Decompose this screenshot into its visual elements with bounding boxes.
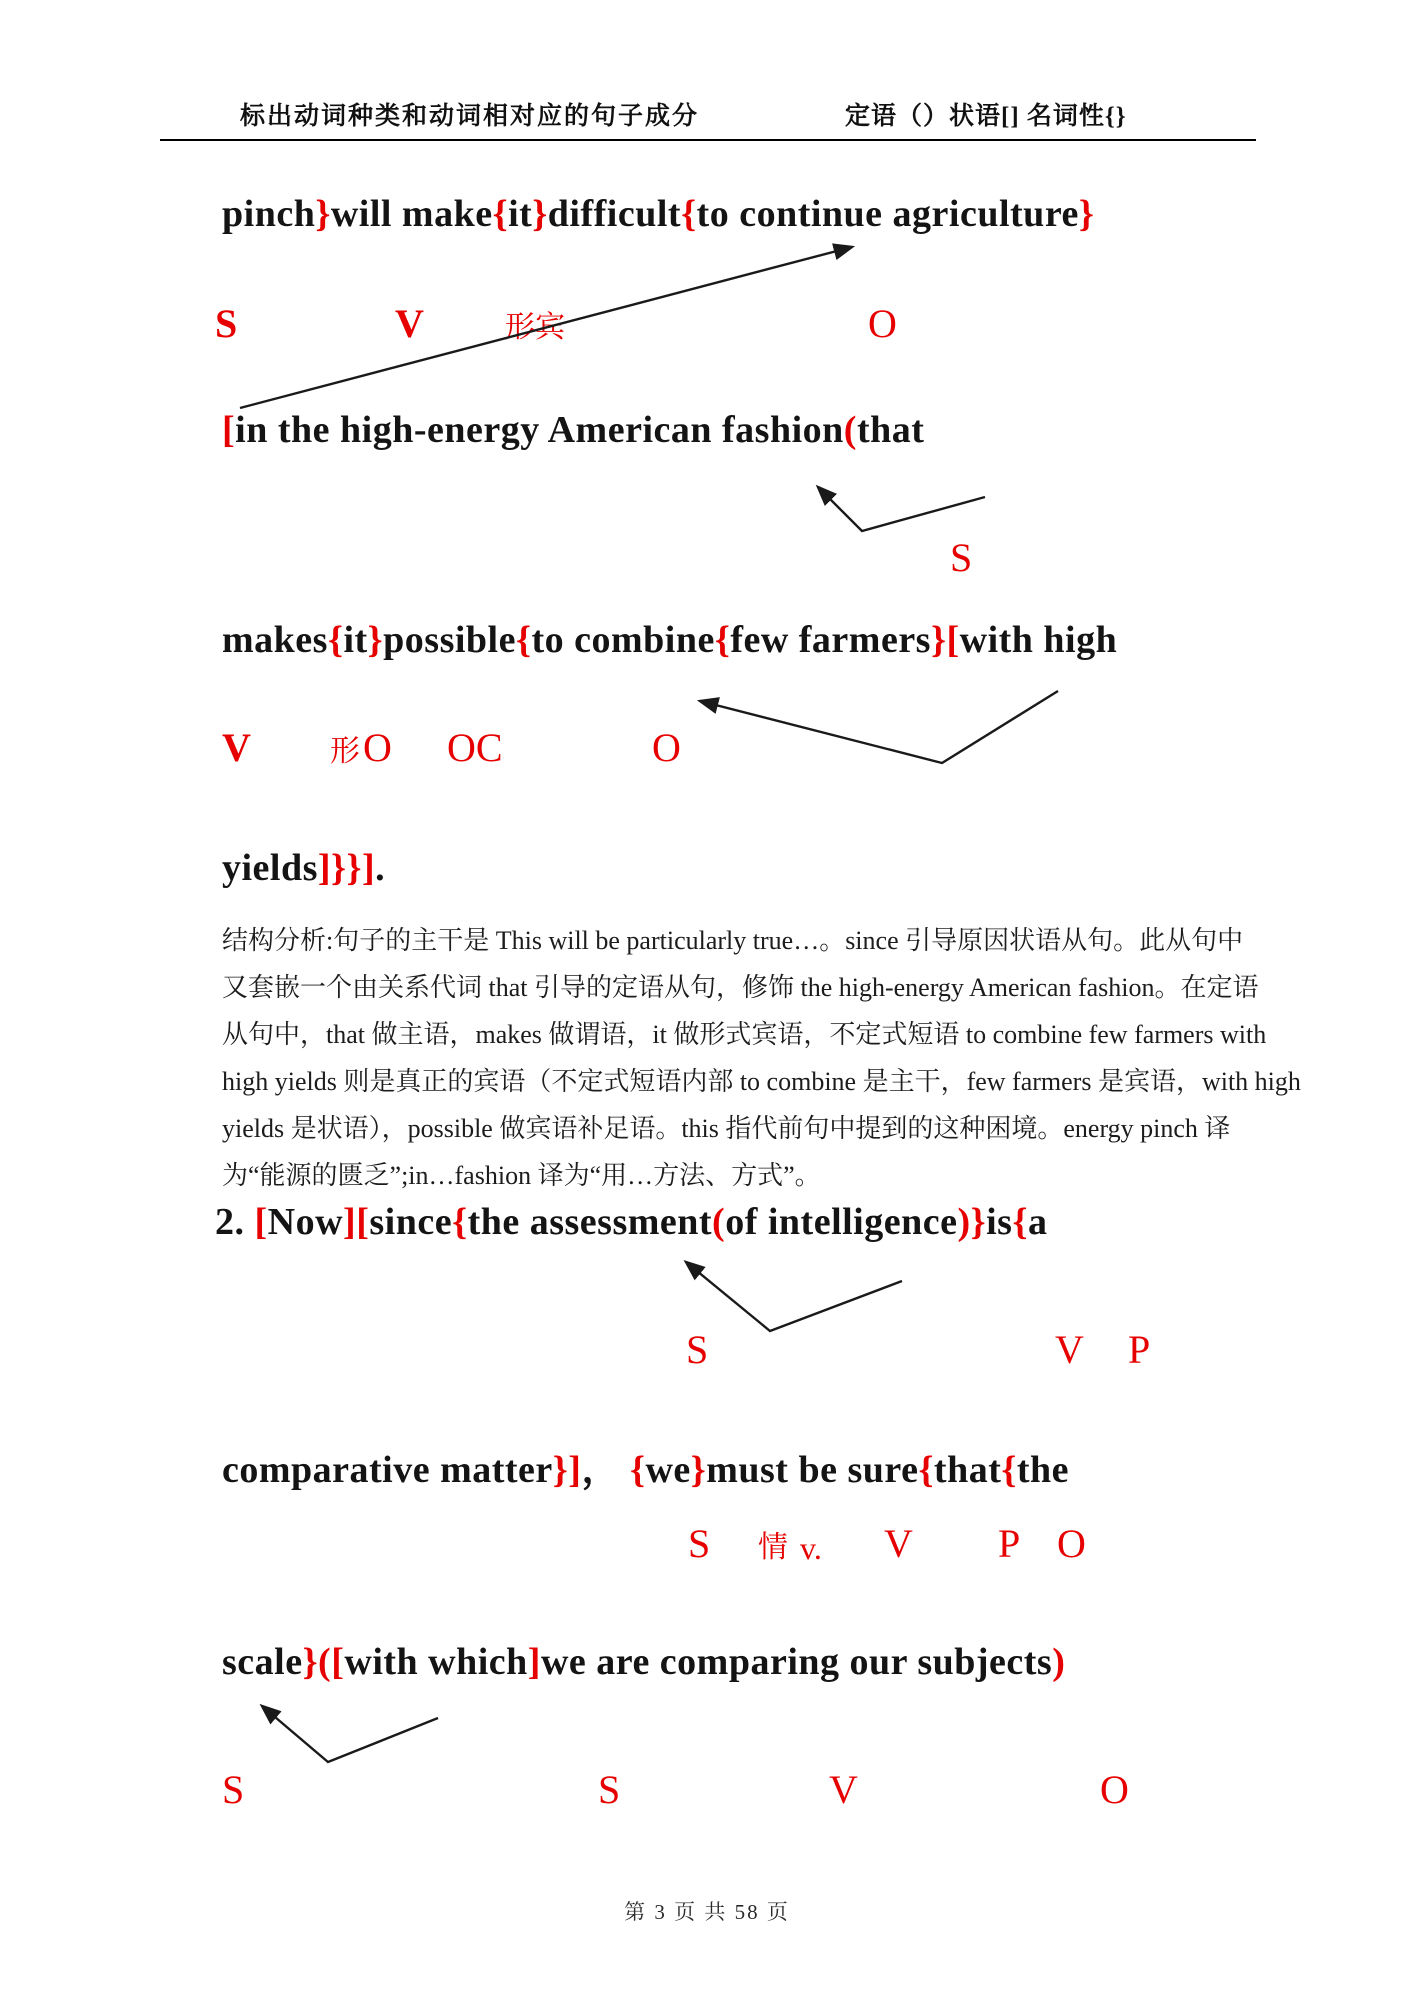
grammar-labels-row-5: [0, 1767, 1414, 1822]
bracket-mark: (: [843, 409, 857, 451]
bracket-mark: }: [315, 193, 331, 235]
bracket-mark: ): [1052, 1641, 1066, 1683]
sentence-text: the: [1016, 1449, 1070, 1491]
analysis-line: high yields 则是真正的宾语（不定式短语内部 to combine 是主干，few farmers 是宾语，with high: [222, 1067, 1301, 1096]
grammar-label: V: [829, 1767, 858, 1812]
sentence1-line2: [222, 408, 924, 452]
analysis-line: 结构分析:句子的主干是 This will be particularly true…。since 引导原因状语从句。此从句中: [222, 926, 1244, 955]
grammar-label: 情: [758, 1531, 788, 1564]
sentence-text: will make: [330, 193, 493, 235]
sentence-text: difficult: [547, 193, 682, 235]
bracket-mark: }: [930, 619, 947, 661]
sentence-text: it: [508, 193, 533, 235]
sentence-text: .: [375, 847, 386, 889]
analysis-line: 为“能源的匮乏”;in…fashion 译为“用…方法、方式”。: [222, 1161, 821, 1190]
sentence-text: is: [986, 1201, 1013, 1243]
bracket-mark: {: [714, 619, 731, 661]
bracket-mark: {: [681, 193, 697, 235]
sentence-text: to combine: [531, 619, 715, 661]
grammar-labels-row-2: [0, 725, 1414, 780]
sentence-text: we are comparing our subjects: [540, 1641, 1053, 1683]
bracket-mark: {: [1001, 1449, 1017, 1491]
sentence1-line4: [222, 846, 385, 890]
grammar-label: P: [998, 1521, 1021, 1566]
sentence-text: scale: [222, 1641, 303, 1683]
bracket-mark: ]: [527, 1641, 541, 1683]
grammar-label: 形: [330, 735, 360, 768]
grammar-label: S: [222, 1767, 245, 1812]
header-legend-text: 定语（）状语[] 名词性{}: [845, 103, 1127, 130]
sentence-text: we: [645, 1449, 691, 1491]
analysis-paragraph: [222, 917, 1301, 1199]
grammar-label: S: [688, 1521, 711, 1566]
footer-page-number: 第 3 页 共 58 页: [624, 1900, 790, 1924]
sentence-text: possible: [383, 619, 516, 661]
bracket-mark: {: [629, 1449, 646, 1491]
sentence-text: that: [933, 1449, 1002, 1491]
sentence-text: few farmers: [730, 619, 931, 661]
bracket-mark: ]}}]: [317, 847, 376, 889]
grammar-label: S: [598, 1767, 621, 1812]
sentence-text: pinch: [222, 193, 316, 235]
analysis-line: 从句中，that 做主语，makes 做谓语，it 做形式宾语，不定式短语 to combine few farmers with: [222, 1020, 1267, 1049]
arrow-s-to-scale: [262, 1706, 438, 1762]
grammar-labels-row-4: [0, 1521, 1414, 1576]
grammar-labels-row-3: [0, 1327, 1414, 1382]
sentence-text: to continue agriculture: [696, 193, 1079, 235]
bracket-mark: [: [222, 409, 236, 451]
bracket-mark: }]: [552, 1449, 582, 1491]
bracket-mark: ][: [343, 1201, 370, 1243]
grammar-label: S: [215, 301, 238, 346]
bracket-mark: }: [690, 1449, 707, 1491]
sentence-text: yields: [222, 847, 318, 889]
sentence-text: the assessment: [467, 1201, 713, 1243]
grammar-label: O: [363, 725, 392, 770]
grammar-label: V: [1055, 1327, 1084, 1372]
sentence2-line3: [222, 1640, 1065, 1684]
sentence1-line3: [222, 618, 1117, 662]
bracket-mark: {: [1012, 1201, 1028, 1243]
sentence-text: must be sure: [706, 1449, 919, 1491]
header-rule: [160, 139, 1256, 141]
sentence-text: with which: [344, 1641, 528, 1683]
bracket-mark: {: [918, 1449, 934, 1491]
arrow-s-to-assessment: [686, 1262, 902, 1331]
grammar-label: V: [884, 1521, 913, 1566]
grammar-label: V: [395, 301, 424, 346]
sentence-text: in the high-energy American fashion: [235, 409, 844, 451]
bracket-mark: }([: [302, 1641, 345, 1683]
bracket-mark: )}: [957, 1201, 987, 1243]
grammar-labels-row-1: [0, 301, 1414, 356]
grammar-label: O: [1100, 1767, 1129, 1812]
sentence-text: Now: [267, 1201, 344, 1243]
sentence2-line1: [215, 1200, 1047, 1244]
grammar-label: V: [222, 725, 251, 770]
grammar-label: P: [1128, 1327, 1151, 1372]
sentence2-line2: [222, 1438, 1069, 1493]
sentence-text: with high: [959, 619, 1118, 661]
sentence1-line1: [222, 192, 1094, 236]
grammar-label: 形宾: [505, 311, 565, 344]
sentence-text: ，: [581, 1449, 630, 1491]
bracket-mark: }: [1078, 193, 1095, 235]
grammar-label: S: [686, 1327, 709, 1372]
arrow-that-to-fashion: [818, 487, 985, 531]
bracket-mark: (: [712, 1201, 726, 1243]
bracket-mark: {: [515, 619, 532, 661]
grammar-label: O: [1057, 1521, 1086, 1566]
sentence-text: makes: [222, 619, 328, 661]
bracket-mark: {: [327, 619, 344, 661]
subject-label-that: S: [950, 535, 973, 580]
bracket-mark: }: [367, 619, 384, 661]
sentence-text: comparative matter: [222, 1449, 553, 1491]
grammar-label: O: [652, 725, 681, 770]
analysis-line: 又套嵌一个由关系代词 that 引导的定语从句，修饰 the high-energy American fashion。在定语: [222, 973, 1259, 1002]
grammar-label: O: [868, 301, 897, 346]
sentence-text: it: [343, 619, 368, 661]
grammar-label: OC: [447, 725, 503, 770]
bracket-mark: [: [254, 1201, 268, 1243]
bracket-mark: }: [532, 193, 548, 235]
bracket-mark: {: [452, 1201, 468, 1243]
analysis-line: yields 是状语），possible 做宾语补足语。this 指代前句中提到的这种困境。energy pinch 译: [222, 1114, 1231, 1143]
sentence-text: a: [1027, 1201, 1048, 1243]
header-instruction-text: 标出动词种类和动词相对应的句子成分: [240, 103, 700, 130]
sentence-text: since: [369, 1201, 453, 1243]
sentence-text: of intelligence: [725, 1201, 958, 1243]
grammar-label: v.: [800, 1530, 822, 1566]
bracket-mark: [: [946, 619, 960, 661]
sentence-text: that: [856, 409, 925, 451]
sentence-text: 2.: [215, 1201, 255, 1243]
bracket-mark: {: [492, 193, 509, 235]
